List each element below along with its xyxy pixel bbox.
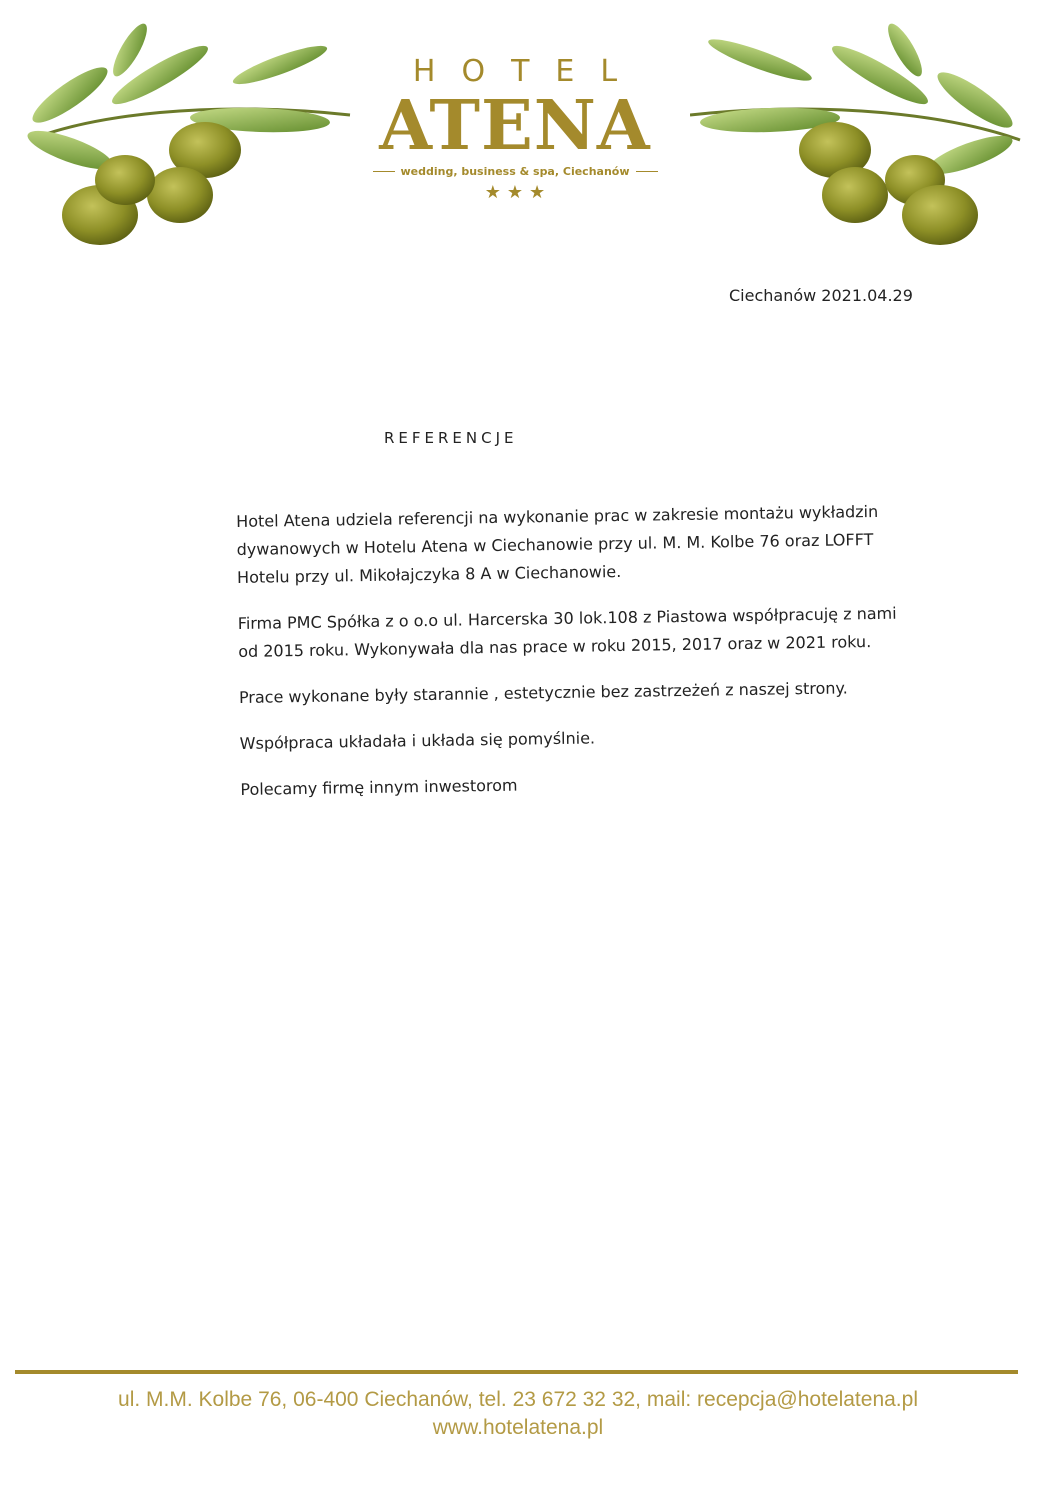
footer-divider	[15, 1370, 1018, 1374]
letter-paragraph: Współpraca układała i układa się pomyślnie.	[239, 728, 596, 753]
logo-name-text: ATENA	[379, 86, 651, 166]
footer-address: ul. M.M. Kolbe 76, 06-400 Ciechanów, tel. 23 672 32 32, mail: recepcja@hotelatena.pl	[118, 1388, 918, 1411]
letter-paragraph: Polecamy firmę innym inwestorom	[240, 775, 518, 799]
logo-tagline-text: wedding, business & spa, Ciechanów	[400, 165, 630, 178]
letter-paragraph: Hotel Atena udziela referencji na wykonanie prac w zakresie montażu wykładzin dywanowych w Hotelu Atena w Ciechanowie przy ul. M. M. Kolbe 76 oraz LOFFT Hotelu przy ul. Mikołajczyka 8 A w Ciechanowie.	[236, 501, 879, 587]
letter-paragraph: Firma PMC Spółka z o o.o ul. Harcerska 30 lok.108 z Piastowa współpracuję z nami od 2015 roku. Wykonywała dla nas prace w roku 2015, 2017 oraz w 2021 roku.	[237, 603, 897, 661]
letter-body	[236, 497, 921, 822]
hotel-logo	[370, 55, 660, 203]
olive-branch-right-illustration	[690, 20, 1030, 250]
star-rating-icon: ★★★	[484, 182, 552, 203]
footer-website: www.hotelatena.pl	[432, 1416, 604, 1439]
letter-title: REFERENCJE	[384, 429, 518, 447]
logo-tagline	[370, 165, 660, 178]
olive-branch-left-illustration	[10, 20, 355, 250]
tagline-rule-left	[373, 171, 395, 172]
letter-date: Ciechanów 2021.04.29	[729, 286, 913, 305]
logo-hotel-text: HOTEL	[412, 54, 644, 89]
letter-paragraph: Prace wykonane były starannie , estetycznie bez zastrzeżeń z naszej strony.	[238, 678, 848, 707]
tagline-rule-right	[636, 171, 658, 172]
